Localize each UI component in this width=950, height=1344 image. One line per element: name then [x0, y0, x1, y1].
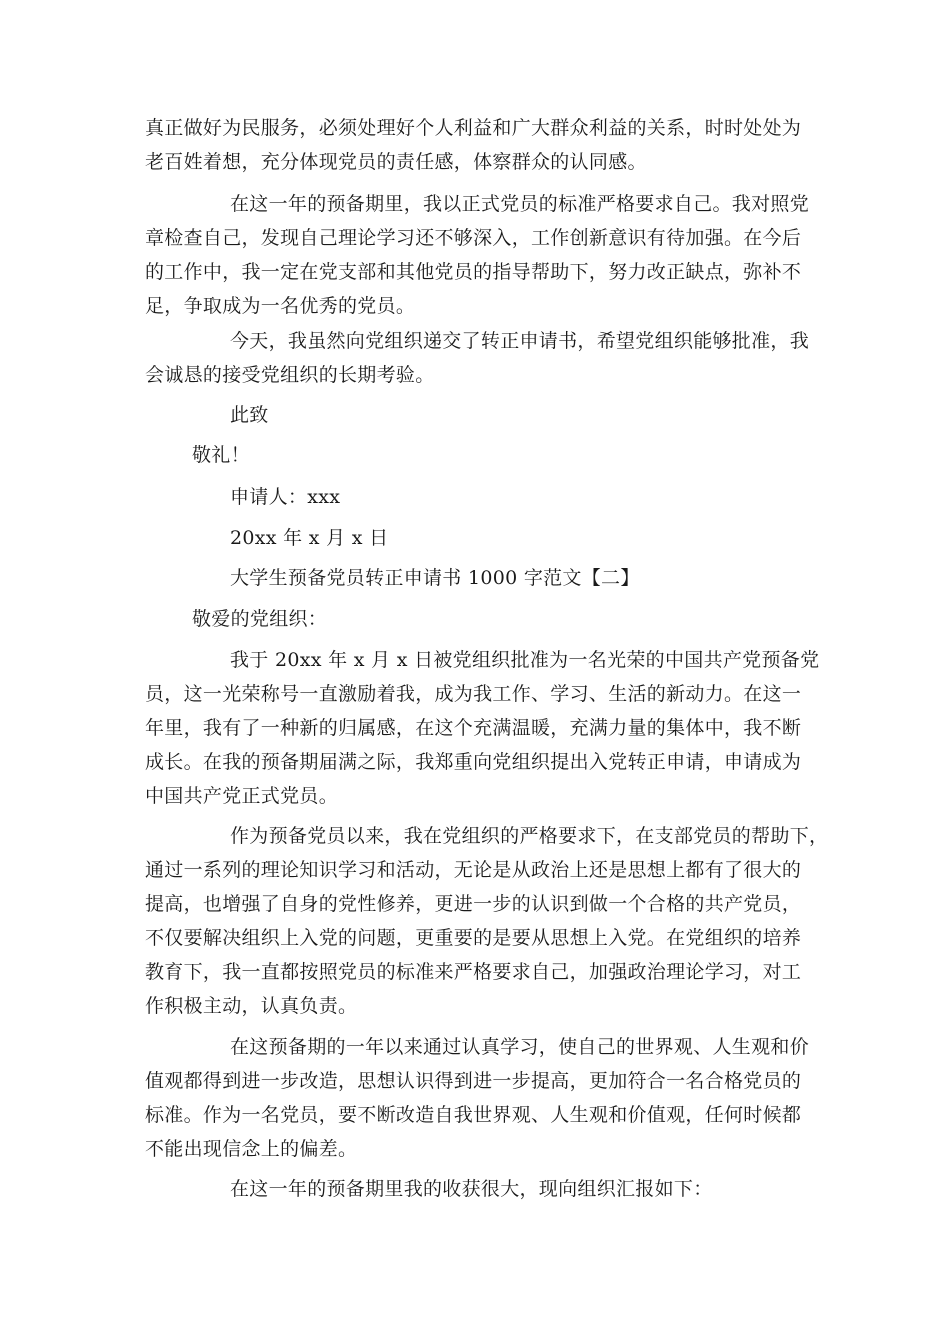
body-text-line: 不仅要解决组织上入党的问题，更重要的是要从思想上入党。在党组织的培养	[145, 927, 802, 949]
body-text-line: 教育下，我一直都按照党员的标准来严格要求自己，加强政治理论学习，对工	[145, 961, 802, 983]
paragraph-first-line: 今天，我虽然向党组织递交了转正申请书，希望党组织能够批准，我	[230, 330, 810, 352]
paragraph-first-line: 在这一年的预备期里我的收获很大，现向组织汇报如下：	[230, 1178, 713, 1200]
body-text-line: 员，这一光荣称号一直激励着我，成为我工作、学习、生活的新动力。在这一	[145, 683, 802, 705]
letter-salutation: 敬爱的党组织：	[192, 608, 328, 630]
signature-date: 20xx 年 x 月 x 日	[230, 527, 389, 549]
body-text-line: 会诚恳的接受党组织的长期考验。	[145, 364, 435, 386]
body-text-line: 老百姓着想，充分体现党员的责任感，体察群众的认同感。	[145, 151, 647, 173]
paragraph-first-line: 在这预备期的一年以来通过认真学习，使自己的世界观、人生观和价	[230, 1036, 810, 1058]
paragraph-first-line: 在这一年的预备期里，我以正式党员的标准严格要求自己。我对照党	[230, 193, 810, 215]
paragraph-first-line: 我于 20xx 年 x 月 x 日被党组织批准为一名光荣的中国共产党预备党	[230, 649, 820, 671]
body-text-line: 通过一系列的理论知识学习和活动，无论是从政治上还是思想上都有了很大的	[145, 859, 802, 881]
closing-greeting: 此致	[230, 404, 269, 426]
body-text-line: 标准。作为一名党员，要不断改造自我世界观、人生观和价值观，任何时候都	[145, 1104, 802, 1126]
body-text-line: 真正做好为民服务，必须处理好个人利益和广大群众利益的关系，时时处处为	[145, 117, 802, 139]
body-text-line: 成长。在我的预备期届满之际，我郑重向党组织提出入党转正申请，申请成为	[145, 751, 802, 773]
body-text-line: 值观都得到进一步改造，思想认识得到进一步提高，更加符合一名合格党员的	[145, 1070, 802, 1092]
applicant-signature: 申请人：xxx	[230, 486, 341, 508]
body-text-line: 提高，也增强了自身的党性修养，更进一步的认识到做一个合格的共产党员，	[145, 893, 802, 915]
body-text-line: 作积极主动，认真负责。	[145, 995, 358, 1017]
body-text-line: 足，争取成为一名优秀的党员。	[145, 295, 416, 317]
body-text-line: 中国共产党正式党员。	[145, 785, 339, 807]
body-text-line: 不能出现信念上的偏差。	[145, 1138, 358, 1160]
body-text-line: 的工作中，我一定在党支部和其他党员的指导帮助下，努力改正缺点，弥补不	[145, 261, 802, 283]
paragraph-first-line: 作为预备党员以来，我在党组织的严格要求下，在支部党员的帮助下，	[230, 825, 829, 847]
salute: 敬礼！	[192, 444, 250, 466]
body-text-line: 章检查自己，发现自己理论学习还不够深入，工作创新意识有待加强。在今后	[145, 227, 802, 249]
section-title: 大学生预备党员转正申请书 1000 字范文【二】	[230, 567, 640, 589]
body-text-line: 年里，我有了一种新的归属感，在这个充满温暖，充满力量的集体中，我不断	[145, 717, 802, 739]
